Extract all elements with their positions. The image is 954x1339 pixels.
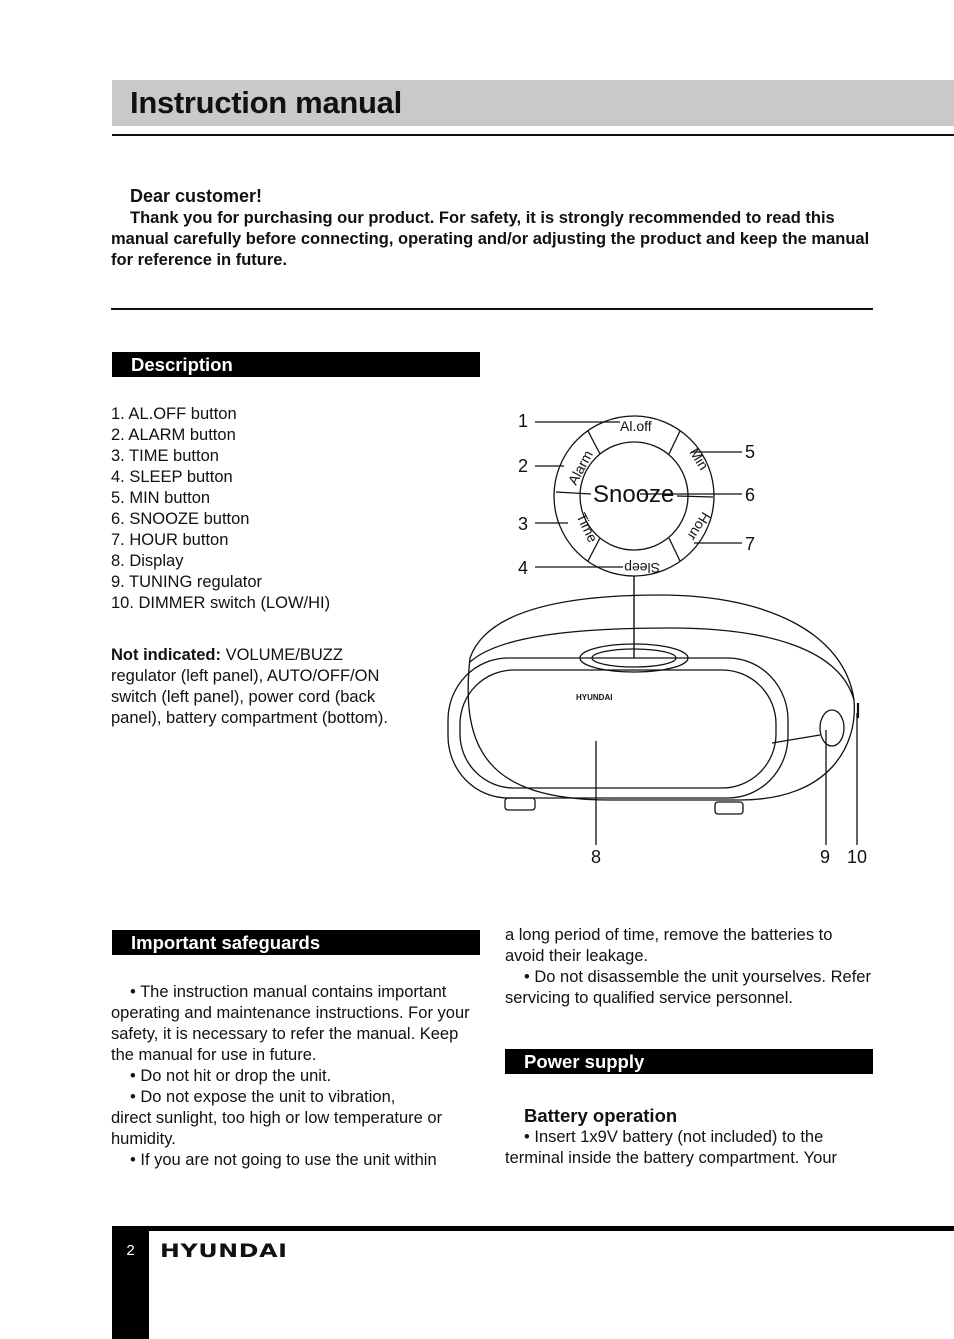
greeting-title: Dear customer! — [130, 186, 263, 206]
brand-logo: HYUNDAI — [576, 693, 613, 702]
battery-operation-title: Battery operation — [524, 1105, 678, 1126]
callout-6: 6 — [745, 485, 756, 505]
section-divider — [111, 308, 873, 310]
list-item: 5. MIN button — [111, 489, 211, 507]
callout-4: 4 — [518, 558, 529, 578]
not-indicated-text: VOLUME/BUZZ regulator (left panel), AUTO/OFF/ON switch (left panel), power cord (back panel), battery compartment (bottom). — [111, 646, 388, 727]
safeguards-heading: Important safeguards — [112, 930, 480, 955]
battery-operation-text: • Insert 1x9V battery (not included) to the terminal inside the battery compartment. Your — [505, 1128, 838, 1167]
footer-bar — [112, 1226, 954, 1231]
callout-8: 8 — [591, 847, 602, 867]
safeguard-item: • Do not expose the unit to vibration, — [130, 1088, 396, 1106]
not-indicated-label: Not indicated: — [111, 646, 221, 664]
page-number: 2 — [126, 1242, 135, 1259]
callout-1: 1 — [518, 411, 529, 431]
safeguard-item: • Do not hit or drop the unit. — [130, 1067, 332, 1085]
product-diagram — [440, 400, 880, 875]
list-item: 9. TUNING regulator — [111, 573, 262, 591]
callout-5: 5 — [745, 442, 756, 462]
callout-10: 10 — [847, 847, 868, 867]
radio-outer-shell — [468, 595, 854, 800]
callout-2: 2 — [518, 456, 529, 476]
not-indicated-note — [111, 645, 411, 729]
callout-9: 9 — [820, 847, 831, 867]
radio-body — [448, 595, 858, 814]
dial-label-hour: Hour — [684, 509, 715, 544]
list-item: 6. SNOOZE button — [111, 510, 250, 528]
tuning-knob — [820, 710, 844, 746]
footer-brand-logo: HYUNDAI — [160, 1240, 288, 1262]
list-item: 10. DIMMER switch (LOW/HI) — [111, 594, 331, 612]
speaker-grille-inner — [460, 670, 776, 788]
safeguard-item: • If you are not going to use the unit within — [130, 1151, 437, 1169]
safeguard-item: • The instruction manual contains important operating and maintenance instructions. For your safety, it is necessary to refer the manual. Keep the manual for use in future. — [111, 983, 470, 1064]
safeguard-item-continued: direct sunlight, too high or low temperature or humidity. — [111, 1109, 443, 1148]
description-list — [111, 404, 330, 614]
list-item: 3. TIME button — [111, 447, 219, 465]
list-item: 2. ALARM button — [111, 426, 236, 444]
description-heading: Description — [112, 352, 480, 377]
foot-right — [715, 802, 743, 814]
list-item: 4. SLEEP button — [111, 468, 233, 486]
safeguard-item-continued: a long period of time, remove the batteries to avoid their leakage. — [505, 926, 833, 965]
speaker-grille-outer — [448, 658, 788, 798]
dial-label-min: Min — [686, 445, 712, 473]
list-item: 1. AL.OFF button — [111, 405, 237, 423]
foot-left — [505, 798, 535, 810]
page-title: Instruction manual — [130, 85, 402, 120]
callout-3: 3 — [518, 514, 529, 534]
greeting-text: Thank you for purchasing our product. For safety, it is strongly recommended to read this manual carefully before connecting, operating and/or adjusting the product and keep the manual for reference in future. — [111, 209, 870, 269]
dial-label-aloff: Al.off — [620, 418, 652, 434]
safeguards-column-right — [505, 925, 873, 1009]
dial-label-alarm: Alarm — [564, 447, 596, 488]
callout-7: 7 — [745, 534, 756, 554]
power-supply-heading: Power supply — [505, 1049, 873, 1074]
list-item: 7. HOUR button — [111, 531, 229, 549]
radio-top-edge — [470, 628, 854, 700]
safeguard-item: • Do not disassemble the unit yourselves. Refer servicing to qualified service personnel. — [505, 968, 871, 1007]
header-rule — [112, 134, 954, 136]
list-item: 8. Display — [111, 552, 184, 570]
dial-label-snooze: Snooze — [593, 481, 675, 508]
dial-label-time: Time — [573, 510, 602, 545]
battery-operation-text-block — [505, 1127, 873, 1169]
safeguards-column-left — [111, 982, 479, 1171]
dial-label-sleep: Sleep — [624, 560, 660, 576]
